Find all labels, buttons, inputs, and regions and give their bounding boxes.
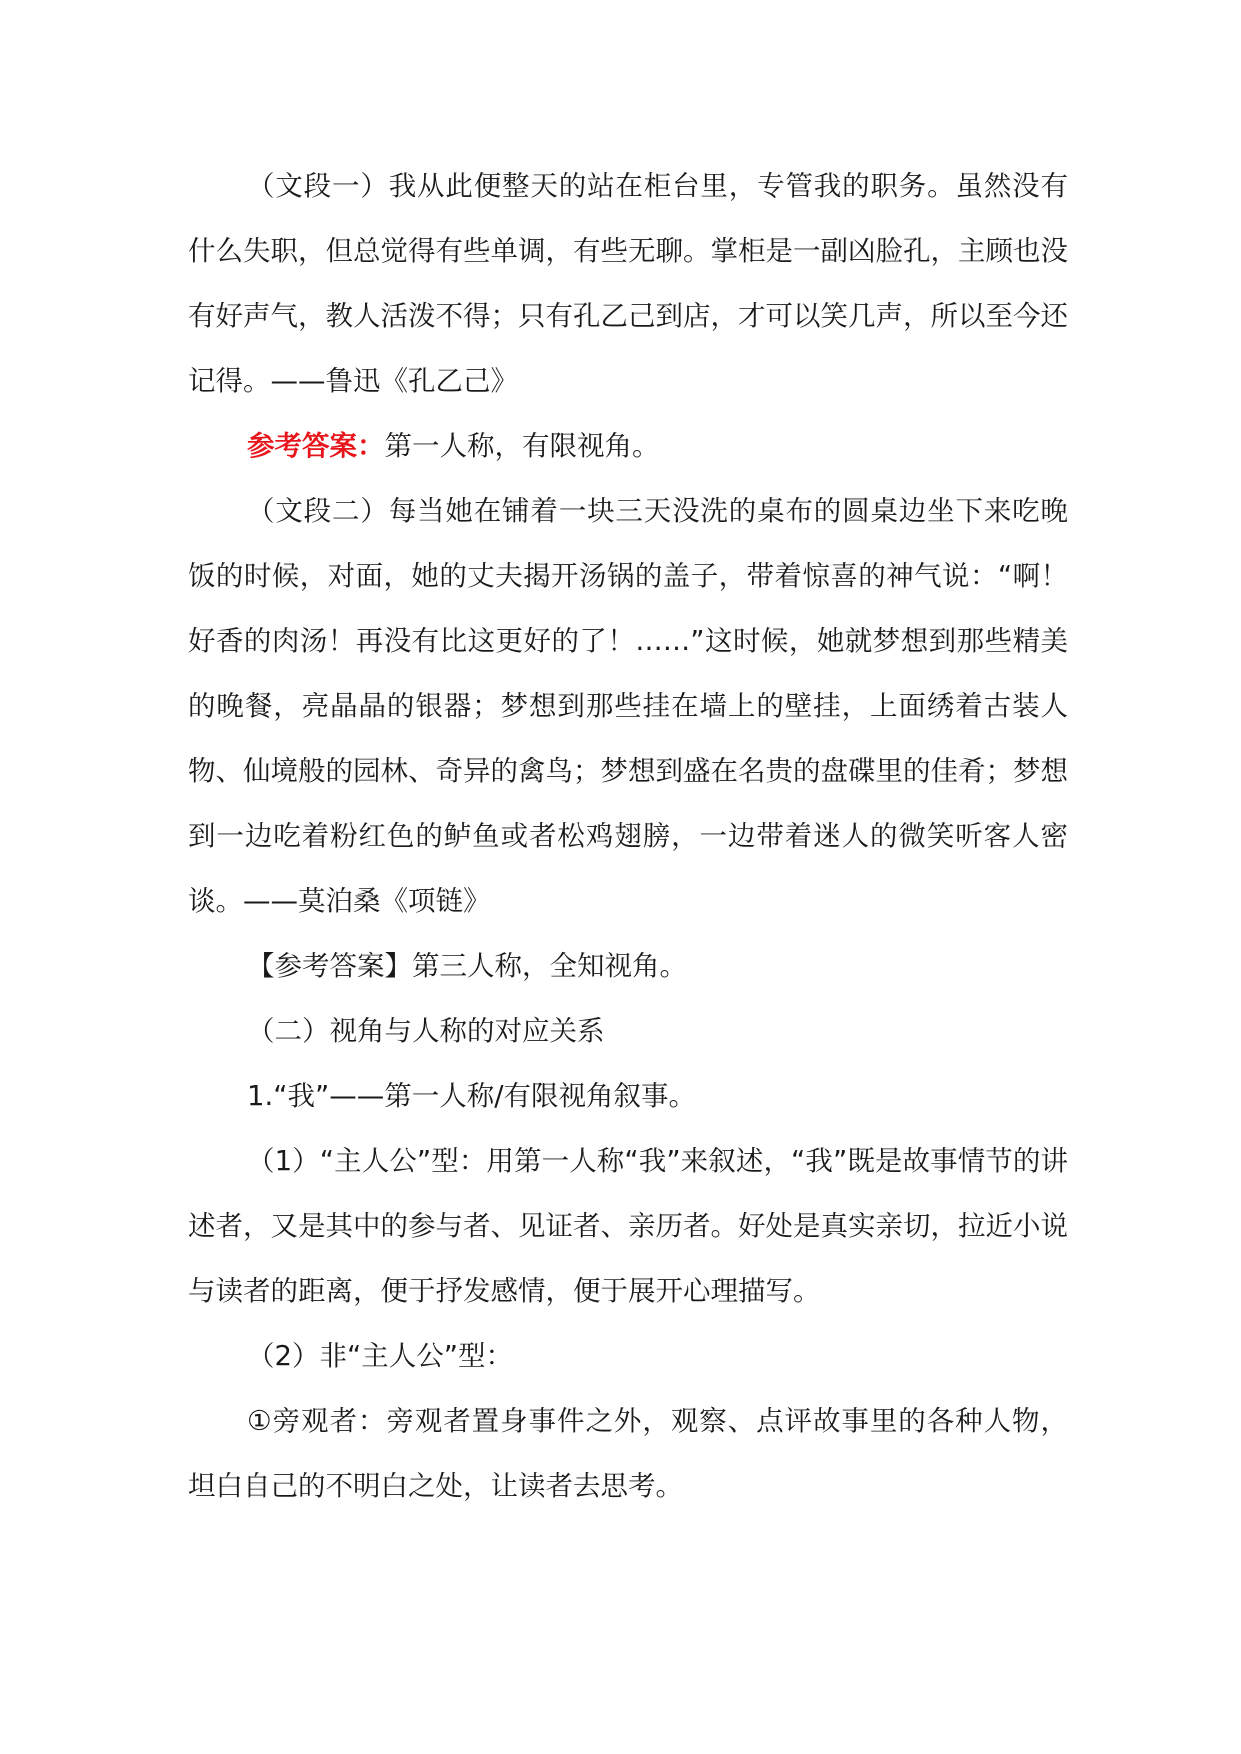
passage-one: （文段一）我从此便整天的站在柜台里，专管我的职务。虽然没有什么失职，但总觉得有些单调，有些无聊。掌柜是一副凶脸孔，主顾也没有好声气，教人活泼不得；只有孔乙己到店，才可以笑几声，所以至今还记得。——鲁迅《孔乙己》 [188,170,1068,397]
non-protagonist-type-heading: （2）非“主人公”型： [247,1340,513,1372]
answer-two: 【参考答案】第三人称，全知视角。 [247,950,687,982]
section-heading: （二）视角与人称的对应关系 [247,1015,605,1047]
document-page [188,154,1068,1519]
answer-one [188,414,1068,479]
bystander-paragraph: ①旁观者：旁观者置身事件之外，观察、点评故事里的各种人物，坦白自己的不明白之处，让读者去思考。 [188,1405,1068,1502]
answer-text: 第一人称，有限视角。 [384,430,660,462]
passage-two: （文段二）每当她在铺着一块三天没洗的桌布的圆桌边坐下来吃晚饭的时候，对面，她的丈夫揭开汤锅的盖子，带着惊喜的神气说：“啊！好香的肉汤！再没有比这更好的了！……”这时候，她就梦想到那些精美的晚餐，亮晶晶的银器；梦想到那些挂在墙上的壁挂，上面绣着古装人物、仙境般的园林、奇异的禽鸟；梦想到盛在名贵的盘碟里的佳肴；梦想到一边吃着粉红色的鲈鱼或者松鸡翅膀，一边带着迷人的微笑听客人密谈。——莫泊桑《项链》 [188,495,1068,917]
answer-label: 参考答案： [247,430,385,462]
point-one-heading: 1.“我”——第一人称/有限视角叙事。 [247,1080,696,1112]
protagonist-type-paragraph: （1）“主人公”型：用第一人称“我”来叙述，“我”既是故事情节的讲述者，又是其中的参与者、见证者、亲历者。好处是真实亲切，拉近小说与读者的距离，便于抒发感情，便于展开心理描写。 [188,1145,1068,1307]
